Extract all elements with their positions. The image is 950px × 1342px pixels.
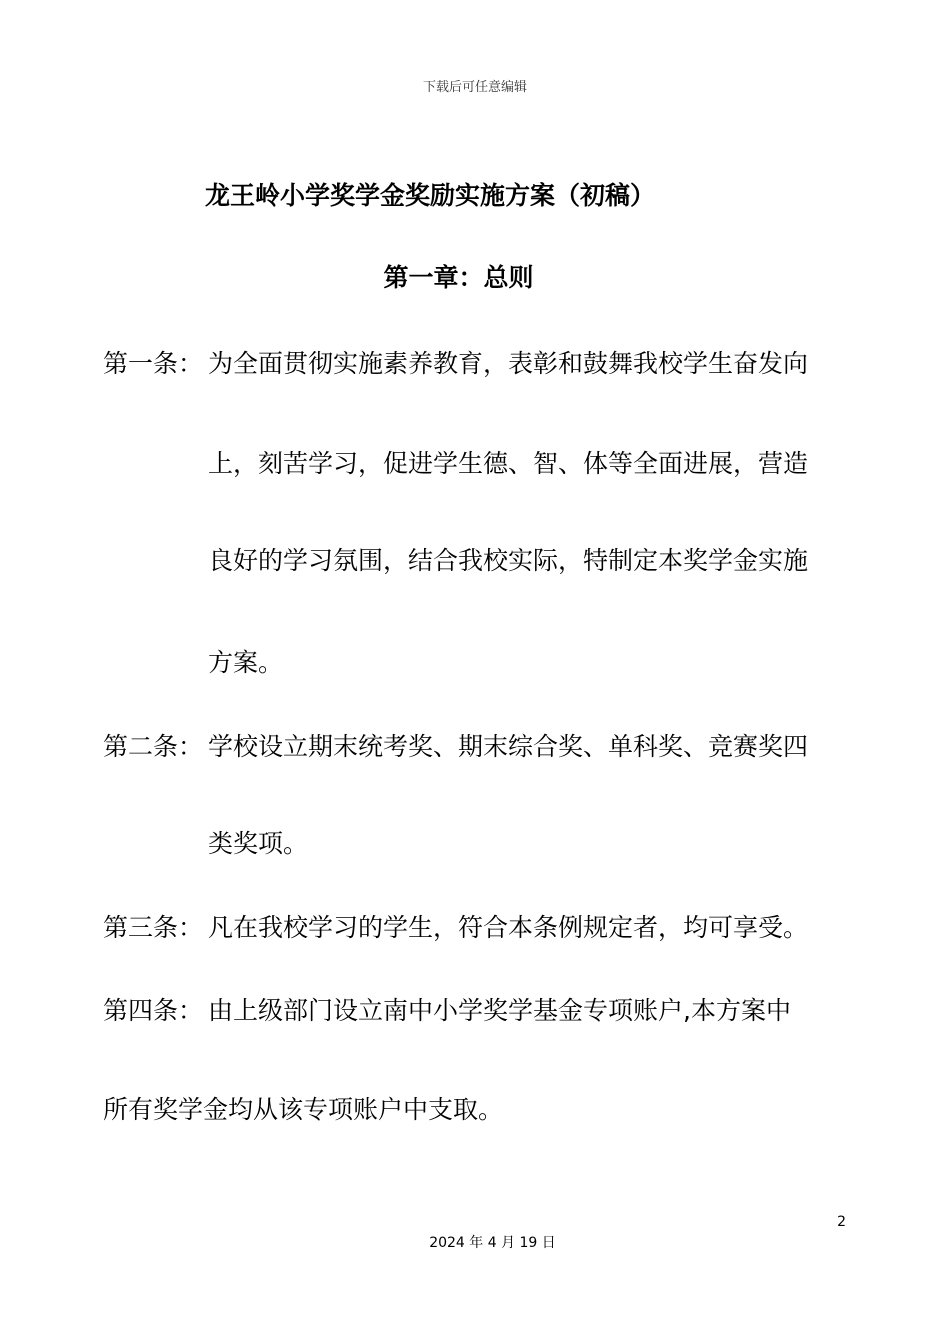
- article-line: 上，刻苦学习，促进学生德、智、体等全面进展，营造: [208, 449, 809, 478]
- document-title: 龙王岭小学奖学金奖励实施方案（初稿）: [205, 181, 656, 210]
- article-line: 由上级部门设立南中小学奖学基金专项账户,本方案中: [208, 996, 791, 1025]
- article-line: 凡在我校学习的学生，符合本条例规定者，均可享受。: [208, 913, 809, 942]
- article-line: 良好的学习氛围，结合我校实际，特制定本奖学金实施: [208, 546, 809, 575]
- article-label: 第四条：: [103, 996, 204, 1025]
- page-number: 2: [837, 1214, 846, 1230]
- article-label: 第一条：: [103, 349, 204, 378]
- article-line: 类奖项。: [208, 829, 309, 858]
- article-label: 第三条：: [103, 913, 204, 942]
- article-line: 方案。: [208, 648, 284, 677]
- chapter-title: 第一章：总则: [383, 263, 534, 292]
- article-label: 第二条：: [103, 732, 204, 761]
- article-line: 为全面贯彻实施素养教育，表彰和鼓舞我校学生奋发向: [208, 349, 809, 378]
- article-line: 所有奖学金均从该专项账户中支取。: [103, 1095, 504, 1124]
- article-line: 学校设立期末统考奖、期末综合奖、单科奖、竞赛奖四: [208, 732, 809, 761]
- footer-date: 2024 年 4 月 19 日: [429, 1235, 556, 1251]
- header-note: 下载后可任意编辑: [422, 80, 527, 95]
